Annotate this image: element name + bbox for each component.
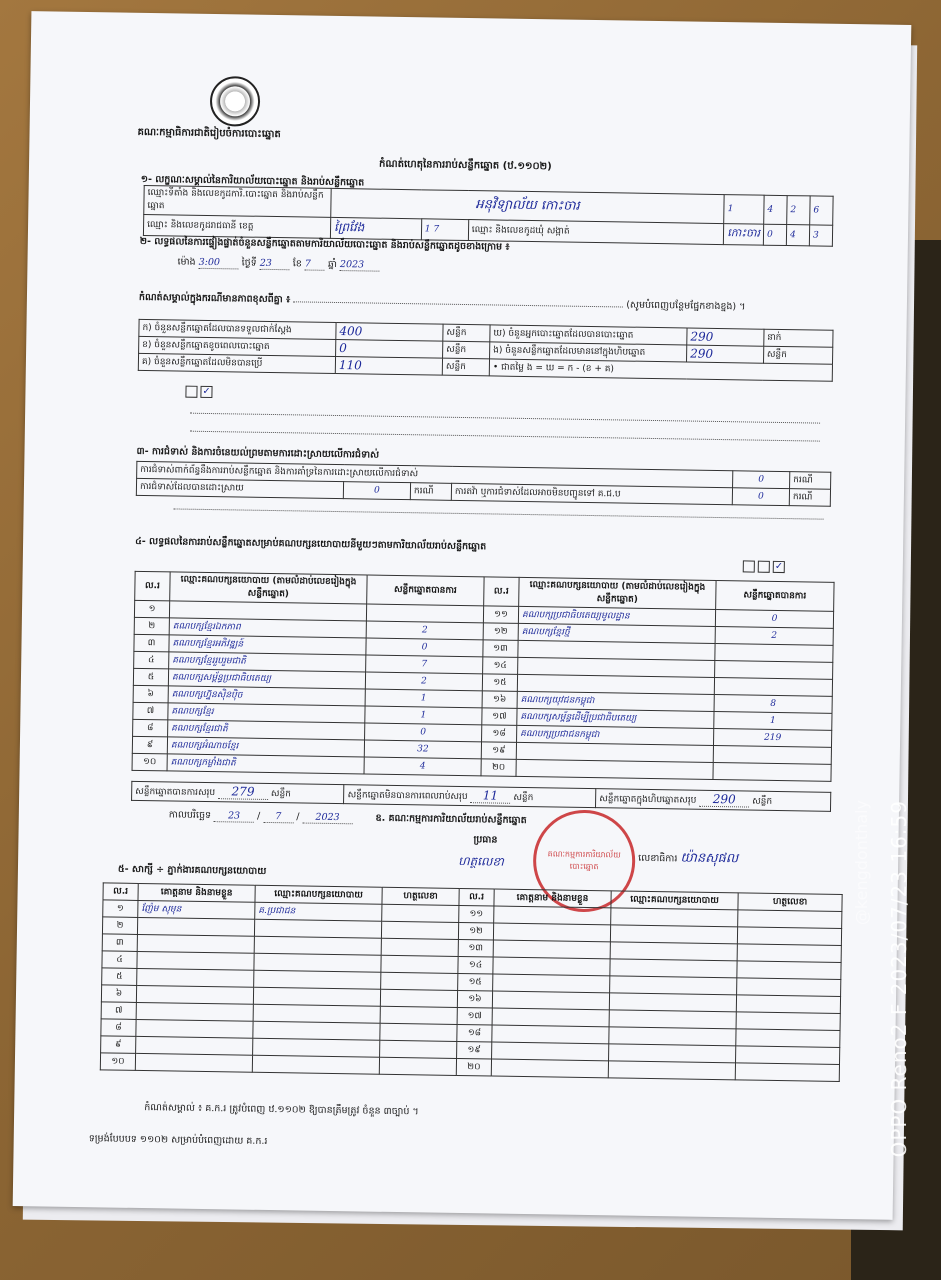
witness-no: ១៩: [457, 1041, 492, 1059]
party-no: ២: [134, 617, 169, 635]
count-table: ក) ចំនួនសន្លឹកឆ្នោតដែលបានទទួលជាក់ស្តែង 400 សន្លឹក ឃ) ចំនួនអ្នកបោះឆ្នោតដែលបានបោះឆ្នោត 290 នាក់ ខ) ចំនួនសន្លឹកឆ្នោតខូចពេលបោះឆ្នោត 0 សន្លឹក ង) ចំនួនសន្លឹកឆ្នោតដែលមាននៅក្នុងហិបឆ្នោត 290 សន្លឹក គ) ចំនួនសន្លឹកឆ្នោតដែលមិនបានប្រើ 110 សន្លឹក • ជាតម្លៃ ង = ឃ = ក - (ខ + គ): [138, 319, 834, 382]
code2-1: 4: [786, 225, 809, 246]
party-name: គណបក្សយុវជនកម្ពុជា: [517, 691, 714, 711]
party-name: គណបក្សកម្លាំងជាតិ: [167, 754, 364, 774]
chair-signature: ហត្ថលេខា: [458, 853, 504, 869]
witness-signature: [379, 1057, 456, 1075]
party-votes: [715, 643, 833, 662]
party-votes: [366, 604, 483, 623]
party-name: គណបក្សប្រជាធិបតេយ្យមូលដ្ឋាន: [518, 606, 715, 626]
objection-row1: ការជំទាស់ពាក់ព័ន្ធនឹងការរាប់សន្លឹកឆ្នោត និងការគាំទ្រនៃការដោះស្រាយលើការជំទាស់: [137, 461, 733, 487]
verify-year: 2023: [340, 259, 380, 272]
witness-party: [610, 942, 737, 961]
objection-table: ការជំទាស់ពាក់ព័ន្ធនឹងការរាប់សន្លឹកឆ្នោត និងការគាំទ្រនៃការដោះស្រាយលើការជំទាស់ 0 ករណី ការជំទាស់ដែលបានដោះស្រាយ 0 ករណី ការតវ៉ា ឬការជំទាស់ដែលអាចមិនបញ្ជូនទៅ គ.ជ.ប 0 ករណី: [136, 461, 831, 507]
office-name-label: ឈ្មោះទីតាំង និងលេខកូដការិ.បោះឆ្នោត និងរាប់សន្លឹកឆ្នោត: [144, 185, 331, 217]
party-name: គណបក្សខ្មែរជាតិ: [168, 720, 365, 740]
party-votes: 0: [366, 638, 483, 657]
code1-3: 6: [810, 196, 833, 225]
witness-name: [494, 906, 611, 925]
totals-table: សន្លឹកឆ្នោតបានការសរុប 279 សន្លឹក សន្លឹកឆ្នោតមិនបានការពេលរាប់សរុប 11 សន្លឹក សន្លឹកឆ្នោតក្នុងហិបឆ្នោតសរុប 290 សន្លឹក: [131, 781, 831, 812]
witness-party: [609, 993, 736, 1012]
party-name: គណបក្សអំណាចខ្មែរ: [167, 737, 364, 757]
secretary: លេខាធិការ យ៉ានសុផល: [638, 850, 739, 867]
row-a-value: 400: [336, 322, 443, 341]
witness-name: [492, 1025, 609, 1044]
section1-title: ១- លក្ខណៈសម្គាល់នៃការិយាល័យបោះឆ្នោត និងរាប់សន្លឹកឆ្នោត: [140, 173, 365, 189]
party-name: [516, 759, 713, 779]
total-invalid: 11: [470, 788, 510, 804]
party-votes: 32: [364, 740, 481, 759]
witness-name: [493, 923, 610, 942]
witness-signature: [737, 944, 841, 963]
objection-row1-value: 0: [733, 471, 790, 489]
party-name: គណបក្សខ្មែរថ្មី: [518, 623, 715, 643]
witness-name: [135, 1053, 252, 1072]
formula: • ជាតម្លៃ ង = ឃ = ក - (ខ + គ): [489, 359, 832, 381]
party-votes: 2: [366, 621, 483, 640]
party-votes: [714, 677, 832, 696]
witness-no: ២: [102, 917, 137, 935]
diff-note-label: កំណត់សម្គាល់ក្នុងករណីមានភាពខុសពីគ្នា ៖: [138, 291, 291, 306]
witness-no: ៣: [102, 934, 137, 952]
party-no: ១៦: [482, 691, 517, 709]
party-votes: 4: [364, 757, 481, 776]
witness-party: គ.ប្រជាជន: [255, 902, 382, 921]
party-votes: 8: [714, 694, 832, 713]
row-b-value: 0: [336, 339, 443, 358]
verify-month: 7: [305, 258, 325, 270]
ballot-count-form: [13, 11, 912, 1220]
party-name: គណបក្សខ្មែររួបរួមជាតិ: [169, 652, 366, 672]
witness-table: ល.រ គោត្តនាម និងនាមខ្លួន ឈ្មោះគណបក្សនយោបាយ ហត្ថលេខា ល.រ គោត្តនាម និងនាមខ្លួន ឈ្មោះគណបក្សនយោបាយ ហត្ថលេខា ១ ញ៉ែម សុមុន គ.ប្រជាជន ១១ ២ ១២ ៣ ១៣ ៤ ១៤ ៥ ១៥ ៦ ១៦ ៧ ១៧ ៨ ១៨ ៩ ១៩ ១០ ២០: [100, 882, 843, 1082]
witness-no: ៨: [101, 1019, 136, 1037]
witness-signature: [380, 989, 457, 1007]
witness-no: ១២: [458, 922, 493, 940]
witness-no: ៥: [102, 968, 137, 986]
party-votes: [715, 660, 833, 679]
witness-name: ញ៉ែម សុមុន: [138, 900, 255, 919]
witness-signature: [738, 910, 842, 929]
province-code: 1 7: [421, 219, 468, 241]
witness-no: ៦: [101, 985, 136, 1003]
witness-party: [608, 1061, 735, 1080]
secretary-signature: យ៉ានសុផល: [680, 850, 739, 867]
party-votes: [713, 745, 831, 764]
witness-no: ១៦: [457, 990, 492, 1008]
code1-1: 4: [764, 195, 787, 224]
party-no: ១៩: [481, 742, 516, 760]
party-votes: 0: [715, 609, 833, 628]
witness-party: [609, 1010, 736, 1029]
province-value: ព្រៃវែង: [330, 217, 421, 239]
form-title: កំណត់ហេតុនៃការរាប់សន្លឹកឆ្នោត (ឋ.១១០២): [378, 158, 552, 173]
party-no: ១៥: [482, 674, 517, 692]
witness-signature: [382, 904, 459, 922]
witness-signature: [736, 995, 840, 1014]
witness-signature: [737, 978, 841, 997]
witness-party: [610, 976, 737, 995]
witness-name: [137, 951, 254, 970]
row-d-label: ឃ) ចំនួនអ្នកបោះឆ្នោតដែលបានបោះឆ្នោត: [490, 325, 687, 345]
party-votes: 1: [365, 689, 482, 708]
row-b-label: ខ) ចំនួនសន្លឹកឆ្នោតខូចពេលបោះឆ្នោត: [139, 336, 336, 356]
verify-time: 3:00: [199, 257, 239, 270]
party-name: គណបក្សហ្វ៊ុនស៊ិនប៉ិច: [168, 686, 365, 706]
objection-row3-value: 0: [732, 488, 789, 506]
party-no: ១១: [483, 606, 518, 624]
witness-name: [493, 957, 610, 976]
witness-no: ១០: [100, 1053, 135, 1071]
nec-logo: [210, 76, 261, 127]
party-no: ១៨: [482, 725, 517, 743]
witness-name: [491, 1059, 608, 1078]
witness-name: [137, 968, 254, 987]
party-name: គណបក្សខ្មែរ: [168, 703, 365, 723]
chair-label: ប្រធាន: [473, 834, 498, 846]
district-value: កោះចារ: [724, 224, 764, 246]
party-name: គណបក្សសម្ព័ន្ធដើម្បីប្រជាធិបតេយ្យ: [517, 708, 714, 728]
witness-no: ២០: [456, 1058, 491, 1076]
party-votes: 1: [365, 706, 482, 725]
witness-no: ១១: [459, 905, 494, 923]
pages-2-checkbox[interactable]: [758, 561, 770, 573]
witness-party: [253, 1038, 380, 1057]
witness-name: [492, 991, 609, 1010]
witness-no: ១៤: [458, 956, 493, 974]
witness-party: [254, 953, 381, 972]
watermark-device: OPPO Reno2 F 2023/07/23 16:59: [887, 800, 911, 1158]
total-valid: 279: [218, 784, 268, 800]
objection-row2-value: 0: [343, 482, 410, 500]
witness-party: [253, 1004, 380, 1023]
official-stamp: គណៈកម្មការការិយាល័យបោះឆ្នោត: [532, 809, 636, 913]
witness-party: [252, 1055, 379, 1074]
witness-name: [493, 974, 610, 993]
party-votes: 2: [715, 626, 833, 645]
party-name: គណបក្សខ្មែរឯកភាព: [169, 618, 366, 638]
code1-0: 1: [724, 195, 764, 225]
witness-no: ១៧: [457, 1007, 492, 1025]
witness-no: ១៨: [457, 1024, 492, 1042]
code1-2: 2: [787, 196, 810, 225]
party-votes: 7: [366, 655, 483, 674]
bullet-line-2: [190, 424, 820, 445]
org-name: គណៈកម្មាធិការជាតិរៀបចំការបោះឆ្នោត: [137, 126, 281, 141]
row-c-label: គ) ចំនួនសន្លឹកឆ្នោតដែលមិនបានប្រើ: [138, 353, 335, 373]
witness-signature: [735, 1063, 839, 1082]
witness-signature: [380, 1006, 457, 1024]
party-no: ១០: [132, 753, 167, 771]
witness-signature: [381, 955, 458, 973]
witness-name: [492, 1008, 609, 1027]
party-name: គណបក្សប្រជាជនកម្ពុជា: [517, 725, 714, 745]
party-votes: 0: [365, 723, 482, 742]
row-e-value: 290: [687, 345, 764, 363]
row-e-label: ង) ចំនួនសន្លឹកឆ្នោតដែលមាននៅក្នុងហិបឆ្នោត: [490, 342, 687, 362]
party-no: ១: [134, 600, 169, 618]
section3-title: ៣- ការជំទាស់ និងការចំនេយល់ព្រមតាមការដោះស្រាយលើការជំទាស់: [136, 445, 380, 461]
verify-day: 23: [260, 258, 290, 270]
witness-no: ១៥: [458, 973, 493, 991]
party-name: គណបក្សខ្មែរអភិវឌ្ឍន៍: [169, 635, 366, 655]
section2-title: ២- លទ្ធផលនៃការផ្ទៀងផ្ទាត់ចំនួនសន្លឹកឆ្នោតតាមការិយាល័យបោះឆ្នោត និងរាប់សន្លឹកឆ្នោតដូចខាងក្រោម ៖: [139, 235, 510, 253]
party-no: ១៤: [483, 657, 518, 675]
witness-party: [253, 987, 380, 1006]
watermark-handle: @kengdonthaly: [852, 800, 871, 926]
office-name-value: អនុវិទ្យាល័យ កោះចារ: [331, 188, 725, 223]
witness-party: [610, 959, 737, 978]
code2-2: 3: [809, 225, 832, 246]
diff-note: [139, 291, 746, 315]
section5-title: ៥- សាក្សី ÷ ភ្នាក់ងារគណបក្សនយោបាយ: [117, 863, 267, 877]
checkbox-yes[interactable]: [185, 386, 197, 398]
party-no: ៤: [134, 651, 169, 669]
party-no: ៥: [133, 668, 168, 686]
party-no: ៨: [133, 719, 168, 737]
pages-1-checkbox[interactable]: [743, 560, 755, 572]
party-no: ១៧: [482, 708, 517, 726]
party-no: ៩: [132, 736, 167, 754]
witness-signature: [737, 961, 841, 980]
witness-signature: [737, 927, 841, 946]
party-no: ១២: [483, 623, 518, 641]
witness-no: ១៣: [458, 939, 493, 957]
witness-signature: [380, 1023, 457, 1041]
witness-signature: [381, 972, 458, 990]
witness-party: [609, 1027, 736, 1046]
verify-time-line: ម៉ោង 3:00 ថ្ងៃទី 23 ខែ 7 ឆ្នាំ 2023: [177, 255, 380, 272]
section4-title: ៤- លទ្ធផលនៃការរាប់សន្លឹកឆ្នោតសម្រាប់គណបក្សនយោបាយនីមួយៗតាមការិយាល័យរាប់សន្លឹកឆ្នោត: [135, 535, 487, 553]
date-line: កាលបរិច្ឆេទ 23 / 7 / 2023 ឧ. គណៈកម្មការការិយាល័យរាប់សន្លឹកឆ្នោត: [168, 809, 527, 827]
witness-party: [254, 936, 381, 955]
witness-signature: [736, 1029, 840, 1048]
row-a-label: ក) ចំនួនសន្លឹកឆ្នោតដែលបានទទួលជាក់ស្តែង: [139, 319, 336, 339]
witness-party: [253, 1021, 380, 1040]
witness-signature: [736, 1046, 840, 1065]
footer-note: កំណត់សម្គាល់ ៖ គ.ក.រ ត្រូវបំពេញ ឋ.១១០២ ឱ្យបានត្រឹមត្រូវ ចំនួន ៣ច្បាប់ ។: [144, 1102, 419, 1118]
province-label: ឈ្មោះ និងលេខកូដរាជធានី ខេត្ត: [143, 214, 330, 238]
witness-signature: [736, 1012, 840, 1031]
witness-name: [136, 1019, 253, 1038]
witness-name: [493, 940, 610, 959]
witness-name: [137, 917, 254, 936]
witness-name: [492, 1042, 609, 1061]
party-no: ១៣: [483, 640, 518, 658]
witness-name: [136, 985, 253, 1004]
district-label: ឈ្មោះ និងលេខកូដឃុំ សង្កាត់: [468, 220, 724, 245]
objection-row2: ការជំទាស់ដែលបានដោះស្រាយ: [136, 478, 343, 498]
footer-form: ទម្រង់បែបបទ ១១០២ សម្រាប់បំពេញដោយ គ.ក.រ: [88, 1133, 268, 1148]
row-c-value: 110: [335, 356, 442, 375]
party-results-table: ល.រ ឈ្មោះគណបក្សនយោបាយ (តាមលំដាប់លេខរៀងក្នុងសន្លឹកឆ្នោត) សន្លឹកឆ្នោតបានការ ល.រ ឈ្មោះគណបក្សនយោបាយ (តាមលំដាប់លេខរៀងក្នុងសន្លឹកឆ្នោត) សន្លឹកឆ្នោតបានការ ១ ១១ គណបក្សប្រជាធិបតេយ្យមូលដ្ឋាន 0 ២ គណបក្សខ្មែរឯកភាព 2 ១២ គណបក្សខ្មែរថ្មី 2 ៣ គណបក្សខ្មែរអភិវឌ្ឍន៍ 0 ១៣ ៤ គណបក្សខ្មែររួបរួមជាតិ 7 ១៤ ៥ គណបក្សសម្ព័ន្ធប្រជាធិបតេយ្យ 2 ១៥ ៦ គណបក្សហ្វ៊ុនស៊ិនប៉ិច 1 ១៦ គណបក្សយុវជនកម្ពុជា 8 ៧ គណបក្សខ្មែរ 1 ១៧ គណបក្សសម្ព័ន្ធដើម្បីប្រជាធិបតេយ្យ 1 ៨ គណបក្សខ្មែរជាតិ 0 ១៨ គណបក្សប្រជាជនកម្ពុជា 219 ៩ គណបក្សអំណាចខ្មែរ 32 ១៩ ១០ គណបក្សកម្លាំងជាតិ 4 ២០: [132, 571, 835, 782]
witness-no: ៤: [102, 951, 137, 969]
objection-row3: ការតវ៉ា ឬការជំទាស់ដែលអាចមិនបញ្ជូនទៅ គ.ជ.ប: [451, 483, 732, 504]
party-no: ២០: [481, 759, 516, 777]
witness-party: [611, 908, 738, 927]
diff-note-hint: (សូមបំពេញបន្ថែមផ្នែកខាងខ្នង) ។: [626, 299, 746, 313]
code2-0: 0: [763, 224, 786, 245]
witness-no: ១: [103, 900, 138, 918]
witness-signature: [381, 938, 458, 956]
checkbox-no[interactable]: ✓: [200, 386, 212, 398]
party-votes: 2: [365, 672, 482, 691]
party-no: ៦: [133, 685, 168, 703]
witness-party: [254, 970, 381, 989]
party-votes: [713, 762, 831, 781]
witness-signature: [380, 1040, 457, 1058]
witness-name: [136, 1002, 253, 1021]
witness-party: [610, 925, 737, 944]
bullet-line-1: [190, 406, 820, 427]
party-votes: 219: [713, 728, 831, 747]
party-no: ៣: [134, 634, 169, 652]
witness-party: [609, 1044, 736, 1063]
witness-signature: [381, 921, 458, 939]
pages-3-checkbox[interactable]: ✓: [773, 561, 785, 573]
witness-name: [136, 1036, 253, 1055]
party-votes: 1: [714, 711, 832, 730]
party-no: ៧: [133, 702, 168, 720]
total-box: 290: [699, 792, 749, 808]
witness-no: ៩: [101, 1036, 136, 1054]
witness-party: [254, 919, 381, 938]
witness-no: ៧: [101, 1002, 136, 1020]
party-name: គណបក្សសម្ព័ន្ធប្រជាធិបតេយ្យ: [168, 669, 365, 689]
witness-name: [137, 934, 254, 953]
row-d-value: 290: [687, 328, 764, 346]
